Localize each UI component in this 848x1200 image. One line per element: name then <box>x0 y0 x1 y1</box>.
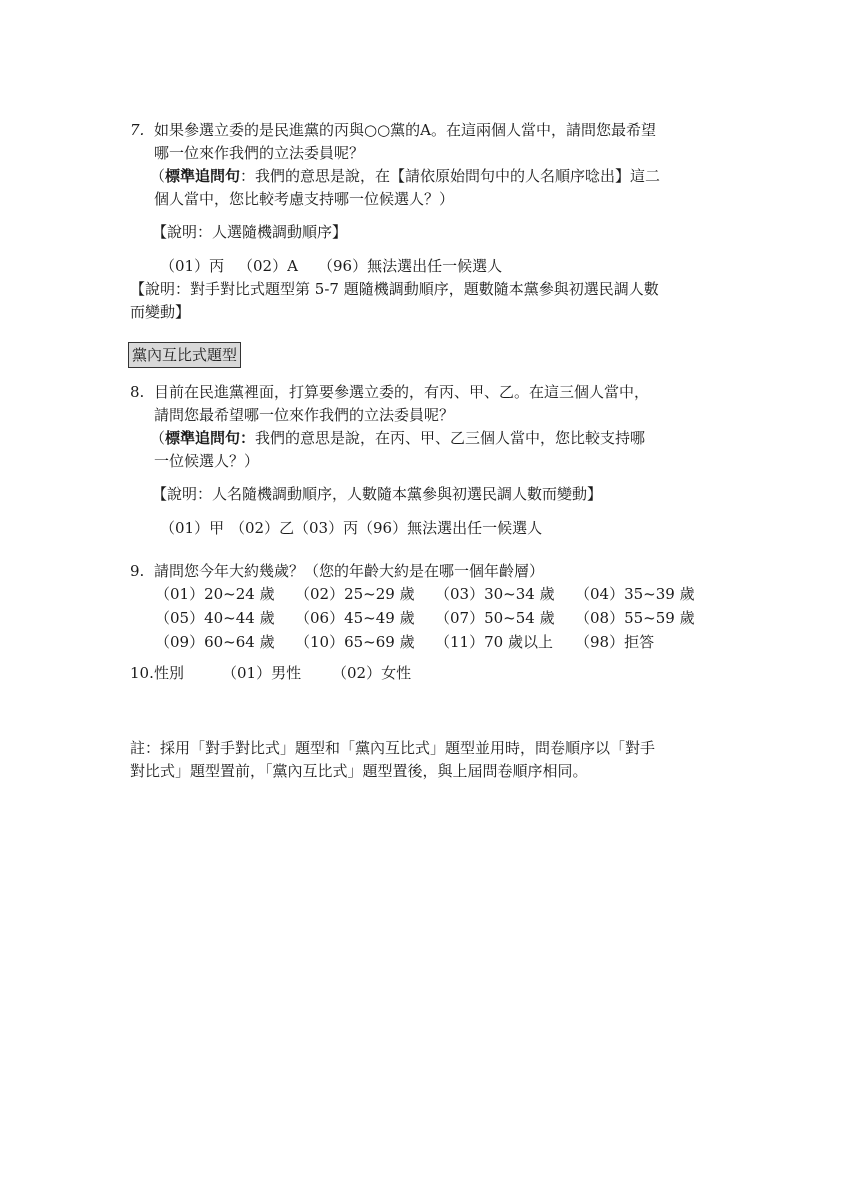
q10-number: 10. <box>130 664 154 682</box>
q9-text: 請問您今年大約幾歲？（您的年齡大約是在哪一個年齡層） <box>154 562 545 580</box>
q8-option: （96）無法選出任一候選人 <box>358 519 543 537</box>
q7-probe-label: 標準追問句 <box>165 167 241 185</box>
q8-probe-line1 <box>150 426 645 450</box>
q9-option: （01）20~24 歲 <box>155 585 275 603</box>
q9-number: 9. <box>130 562 145 580</box>
q9-option: （05）40~44 歲 <box>155 609 275 627</box>
q8-note: 【說明：人名隨機調動順序，人數隨本黨參與初選民調人數而變動】 <box>152 485 603 503</box>
q10-option: （02）女性 <box>332 664 412 682</box>
q9-option: （08）55~59 歲 <box>575 609 695 627</box>
q7-text-line1: 如果參選立委的是民進黨的丙與○○黨的A。在這兩個人當中，請問您最希望 <box>154 121 657 139</box>
q7-probe-line1 <box>150 164 660 188</box>
q10-line <box>130 661 411 685</box>
q9-option: （10）65~69 歲 <box>295 633 415 651</box>
section-label-box: 黨內互比式題型 <box>128 342 241 368</box>
q9-line <box>130 559 544 583</box>
q8-probe-label: 標準追問句： <box>165 429 256 447</box>
q8-text-line2: 請問您最希望哪一位來作我們的立法委員呢？ <box>154 406 455 424</box>
q9-option: （04）35~39 歲 <box>575 585 695 603</box>
q8-option: （03）丙 <box>294 519 359 537</box>
q9-options-row <box>155 582 715 606</box>
q8-options <box>160 516 542 540</box>
q9-options-row <box>155 630 715 654</box>
q9-options-grid <box>155 582 715 654</box>
q8-probe-open: （ <box>150 429 166 447</box>
q9-option: （98）拒答 <box>575 633 655 651</box>
q7-note: 【說明：人選隨機調動順序】 <box>152 223 348 241</box>
q9-options-row <box>155 606 715 630</box>
q9-option: （02）25~29 歲 <box>295 585 415 603</box>
q10-text: 性別 <box>154 664 185 682</box>
q7-line1 <box>130 118 656 142</box>
q7-number: 7. <box>130 121 145 139</box>
q7-footnote-line2: 而變動】 <box>130 303 191 321</box>
q7-text-line2: 哪一位來作我們的立法委員呢？ <box>154 144 365 162</box>
q8-number: 8. <box>130 383 145 401</box>
q8-probe-text: 我們的意思是說，在丙、甲、乙三個人當中，您比較支持哪 <box>255 429 646 447</box>
q7-options <box>160 254 502 278</box>
q9-option: （06）45~49 歲 <box>295 609 415 627</box>
q7-probe-text: ：我們的意思是說，在【請依原始問句中的人名順序唸出】這二 <box>240 167 661 185</box>
q7-probe-line2: 個人當中，您比較考慮支持哪一位候選人？） <box>154 190 455 208</box>
q7-footnote-line1: 【說明：對手對比式題型第 5-7 題隨機調動順序，題數隨本黨參與初選民調人數 <box>130 280 659 298</box>
q9-option: （07）50~54 歲 <box>435 609 555 627</box>
q8-text-line1: 目前在民進黨裡面，打算要參選立委的，有丙、甲、乙。在這三個人當中， <box>154 383 650 401</box>
q8-option: （01）甲 <box>160 519 225 537</box>
q10-option: （01）男性 <box>222 664 302 682</box>
q8-line1 <box>130 380 649 404</box>
q7-option: （02）A <box>238 257 298 275</box>
q9-option: （09）60~64 歲 <box>155 633 275 651</box>
q7-probe-open: （ <box>150 167 166 185</box>
q9-option: （03）30~34 歲 <box>435 585 555 603</box>
notes-line1: 註：採用「對手對比式」題型和「黨內互比式」題型並用時，問卷順序以「對手 <box>130 739 656 757</box>
q7-option: （01）丙 <box>160 257 225 275</box>
q8-option: （02）乙 <box>230 519 295 537</box>
q7-option: （96）無法選出任一候選人 <box>318 257 503 275</box>
q8-probe-line2: 一位候選人？） <box>154 452 260 470</box>
q9-option: （11）70 歲以上 <box>435 633 553 651</box>
notes-line2: 對比式」題型置前，「黨內互比式」題型置後，與上屆問卷順序相同。 <box>130 762 588 780</box>
